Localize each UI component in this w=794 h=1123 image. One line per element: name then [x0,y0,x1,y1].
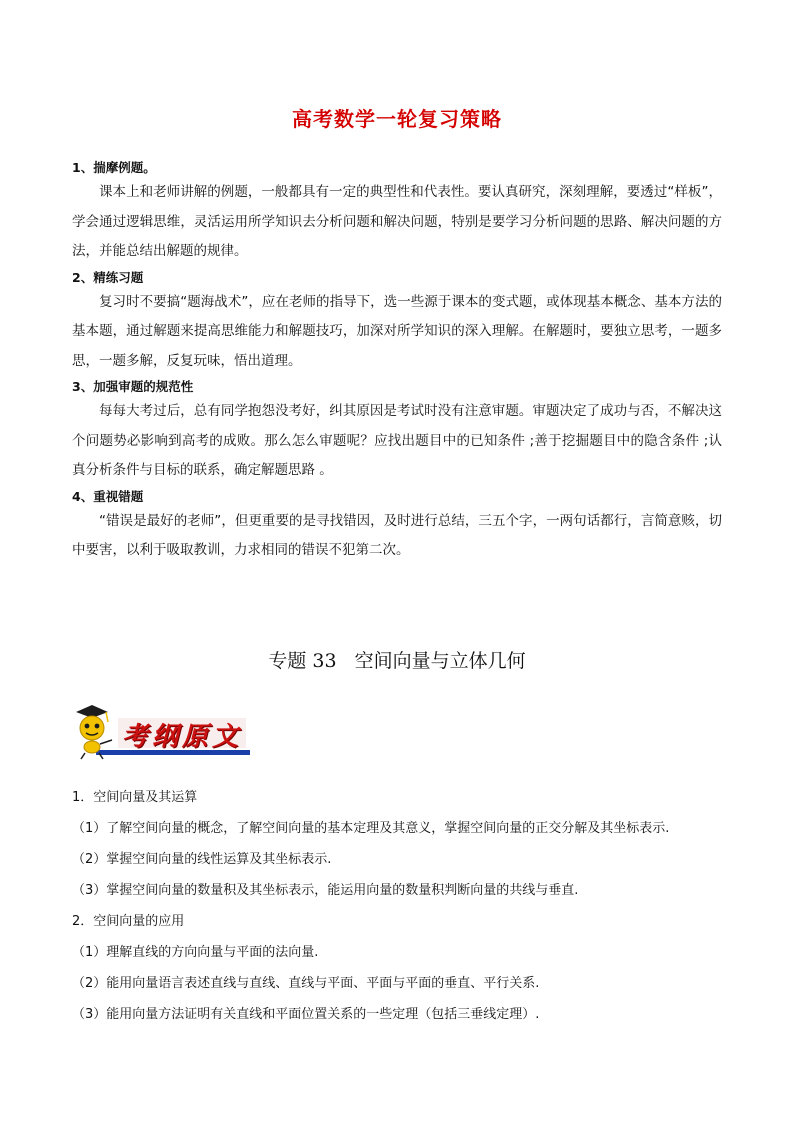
outline-section-1: 1．空间向量及其运算 [72,790,198,805]
strategy-body-4: “错误是最好的老师”，但更重要的是寻找错因，及时进行总结，三五个字，一两句话都行，言简意赅，切中要害，以利于吸取教训，力求相同的错误不犯第二次。 [72,512,722,558]
strategy-heading-4: 4、重视错题 [72,488,144,504]
topic-name: 空间向量与立体几何 [354,650,526,672]
topic-title [0,646,794,673]
outline-item: （1）了解空间向量的概念，了解空间向量的基本定理及其意义，掌握空间向量的正交分解及其坐标表示. [72,821,670,836]
outline-item: （3）能用向量方法证明有关直线和平面位置关系的一些定理（包括三垂线定理）. [72,1007,540,1022]
page-title: 高考数学一轮复习策略 [292,107,502,131]
syllabus-banner [68,700,253,762]
syllabus-outline [72,782,732,1030]
topic-label: 专题 33 [268,650,337,672]
outline-item: （1）理解直线的方向向量与平面的法向量. [72,945,319,960]
outline-item: （3）掌握空间向量的数量积及其坐标表示，能运用向量的数量积判断向量的共线与垂直. [72,883,579,898]
strategy-heading-3: 3、加强审题的规范性 [72,379,194,394]
outline-section-2: 2．空间向量的应用 [72,914,185,929]
strategy-heading-2: 2、精练习题 [72,269,144,285]
outline-item: （2）能用向量语言表述直线与直线、直线与平面、平面与平面的垂直、平行关系. [72,976,540,991]
strategy-body-3: 每每大考过后，总有同学抱怨没考好，纠其原因是考试时没有注意审题。审题决定了成功与否，不解决这个问题势必影响到高考的成败。那么怎么审题呢？应找出题目中的已知条件 ;善于挖掘题目中的隐含条件 ;认真分析条件与目标的联系，确定解题思路 。 [72,403,722,478]
banner-text: 考纲原文 [122,722,243,752]
strategy-body-2: 复习时不要搞“题海战术”，应在老师的指导下，选一些源于课本的变式题，或体现基本概念、基本方法的基本题，通过解题来提高思维能力和解题技巧，加深对所学知识的深入理解。在解题时，要独立思考，一题多思，一题多解，反复玩味，悟出道理。 [72,293,722,369]
strategy-section [72,158,722,567]
strategy-heading-1: 1、揣摩例题。 [72,160,156,175]
strategy-body-1: 课本上和老师讲解的例题，一般都具有一定的典型性和代表性。要认真研究，深刻理解，要透过“样板”，学会通过逻辑思维，灵活运用所学知识去分析问题和解决问题，特别是要学习分析问题的思路、解决问题的方法，并能总结出解题的规律。 [72,184,722,259]
outline-item: （2）掌握空间向量的线性运算及其坐标表示. [72,852,332,867]
